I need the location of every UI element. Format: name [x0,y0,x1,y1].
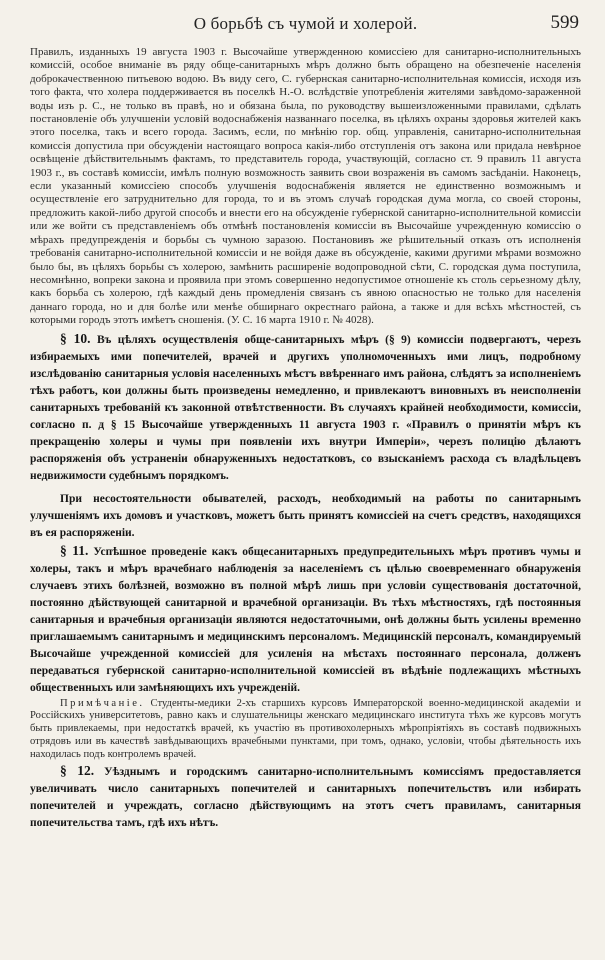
section-11 [30,542,581,697]
note-text: Студенты-медики 2-хъ старшихъ курсовъ Императорской военно-медицинской академіи и Россійскихъ университетовъ, равно какъ и слушательницы женскаго медицинскаго института тѣхъ же курсовъ могутъ быть привлекаемы, при недостаткѣ врачей, къ участію въ противохолерныхъ мѣропріятіяхъ въ составѣ подвижныхъ отрядовъ или въ качествѣ завѣдывающихъ врачебными пунктами, при томъ, однако, условіи, чтобы дѣятельность ихъ находилась подъ контролемъ врачей. [30,697,582,760]
section-11-text: Успѣшное проведеніе какъ общесанитарныхъ предупредительныхъ мѣръ противъ чумы и холеры, такъ и мѣръ врачебнаго наблюденія за населеніемъ съ цѣлью своевременнаго обнаруженія случаевъ этихъ болѣзней, возможно въ полной мѣрѣ лишь при условіи существованія достаточной, постоянно дѣйствующей санитарной и врачебной организаціи. Въ тѣхъ мѣстностяхъ, гдѣ постоянныя санитарныя и врачебныя организаціи являются недостаточными, онѣ должны быть усилены временно приглашаемымъ санитарнымъ и медицинскимъ персоналомъ. Медицинскій персоналъ, командируемый Высочайше учрежденной комиссіей для усиленія на мѣстахъ постояннаго персонала, долженъ передаваться губернской санитарно-исполнительной комиссіей въ вѣдѣніе подлежащихъ мѣстныхъ общественныхъ или замѣняющихъ ихъ учрежденій. [30,545,582,694]
section-10 [30,330,581,485]
note-label: Примѣчаніе. [60,697,145,709]
section-12 [30,762,581,832]
section-11-number: § 11. [60,542,89,558]
paragraph-continuation: Правилъ, изданныхъ 19 августа 1903 г. Высочайше утвержденною комиссіею для санитарно-исполнительныхъ комиссій, особое вниманіе въ ряду обще-санитарныхъ мѣръ должно быть обращено на обезпеченіе населенія доброкачественною питьевою водою. Въ виду сего, С. губернская санитарно-исполнительная комиссія, исходя изъ того факта, что холера поддерживается въ поселкѣ Н.-О. вслѣдствіе употребленія жителями завѣдомо-зараженной воды изъ р. С., не только въ правѣ, но и обязана была, по руководству вышеизложенными правилами, сдѣлать постановленіе объ улучшеніи условій водоснабженія названнаго поселка, въ цѣляхъ охраны здоровья жителей какъ этого поселка, такъ и всего города. Засимъ, если, по мнѣнію гор. общ. управленія, санитарно-исполнительная комиссія допустила при обсужденіи настоящаго вопроса какія-либо отступленія отъ закона или придала невѣрное освѣщеніе дѣйствительнымъ фактамъ, то представитель города, участвующій, согласно ст. 9 правилъ 11 августа 1903 г., въ составѣ комиссіи, имѣлъ полную возможность заявить свои возраженія въ самомъ засѣданіи. Наконецъ, если указанный комиссіею способъ улучшенія водоснабженія является не единственно возможнымъ и осуществленіе его затруднительно для города, то и въ этомъ случаѣ городская дума могла, со своей стороны, предложить какой-либо другой способъ и внести его на обсужденіе губернской санитарно-исполнительной комиссіи или же войти съ представленіемъ объ отмѣнѣ постановленія комиссіи въ Высочайше учрежденную комиссію о мѣрахъ предупрежденія и борьбы съ чумною заразою. Постановивъ же рѣшительный отказъ отъ исполненія требованія санитарно-исполнительной комиссіи и не войдя даже въ обсужденіе, какими другими мѣрами возможно было бы, въ цѣляхъ борьбы съ холерою, замѣнить расширеніе водопроводной сѣти, С. городская дума поступила, несомнѣнно, вопреки закона и проявила при этомъ совершенно недопустимое отношеніе къ столь серьезному дѣлу, какъ борьба съ холерою, гдѣ каждый день промедленія связанъ съ явною опасностью не только для населенія даннаго города, но и для болѣе или менѣе обширнаго окрестнаго района, а также и для всѣхъ мѣстностей, съ которыми городъ этотъ имѣетъ сношенія. (У. С. 16 марта 1910 г. № 4028). [30,46,581,327]
section-10-paragraph-2: При несостоятельности обывателей, расходъ, необходимый на работы по санитарнымъ улучшеніямъ ихъ домовъ и участковъ, можетъ быть принятъ комиссіей на счетъ средствъ, находящихся въ ея распоряженіи. [30,492,581,539]
section-10-number: § 10. [60,330,91,346]
page-header [30,10,581,40]
section-12-text: Уѣзднымъ и городскимъ санитарно-исполнительнымъ комиссіямъ предоставляется увеличивать число санитарныхъ попечителей и санитарныхъ попечительствъ или избирать попечителей и учреждать, согласно дѣйствующимъ на этотъ счетъ правиламъ, санитарныя попечительства тамъ, гдѣ ихъ нѣтъ. [30,765,582,829]
page-number: 599 [550,12,579,33]
running-title: О борьбѣ съ чумой и холерой. [193,14,418,33]
section-12-number: § 12. [60,762,95,778]
note [30,698,581,762]
section-10-text: Въ цѣляхъ осуществленія обще-санитарныхъ мѣръ (§ 9) комиссіи подвергаютъ, черезъ избираемыхъ ими попечителей, врачей и другихъ уполномоченныхъ ими лицъ, подробному изслѣдованію санитарныя условія населенныхъ мѣстъ ввѣреннаго имъ района, слѣдятъ за исполненіемъ тѣхъ работъ, кои должны быть произведены немедленно, и привлекаютъ виновныхъ въ неисполненіи санитарныхъ требованій къ законной отвѣтственности. Въ случаяхъ крайней необходимости, комиссіи, согласно п. д § 15 Высочайше утвержденныхъ 11 августа 1903 г. «Правилъ о принятіи мѣръ къ прекращенію холеры и чумы при появленіи ихъ внутри Имперіи», черезъ полицію дѣлаютъ распоряженія объ устраненіи обнаруженныхъ недостатковъ, со взысканіемъ расхода съ владѣльцевъ недвижимости судебнымъ порядкомъ. [30,333,582,482]
